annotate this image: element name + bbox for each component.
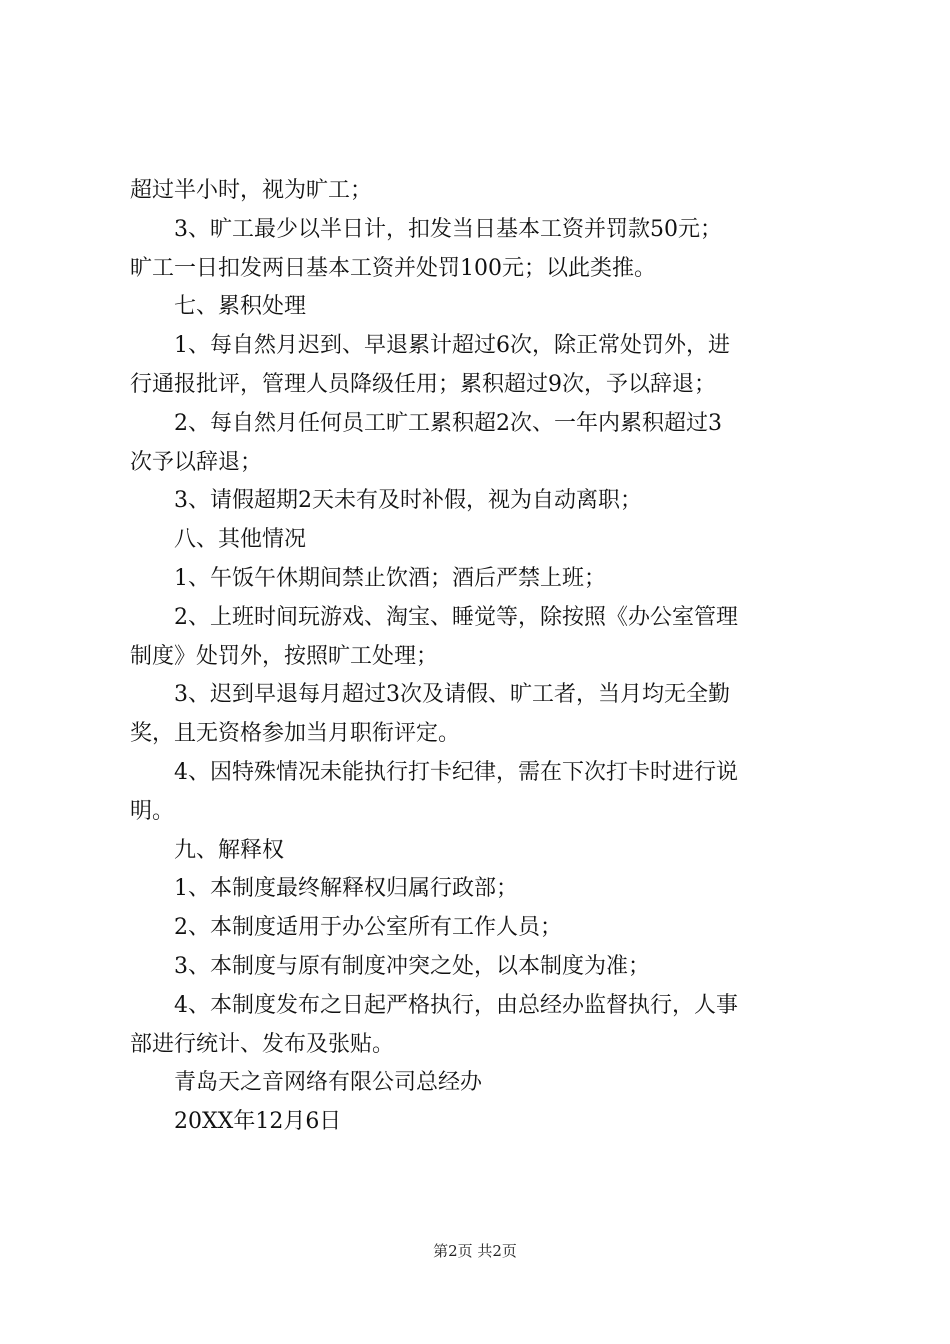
- text-line: 次予以辞退；: [130, 449, 263, 475]
- text-line: 20XX年12月6日: [174, 1109, 342, 1135]
- text-line: 3、请假超期2天未有及时补假，视为自动离职；: [174, 488, 642, 514]
- text-line: 4、因特殊情况未能执行打卡纪律，需在下次打卡时进行说: [174, 759, 738, 785]
- text-line: 青岛天之音网络有限公司总经办: [174, 1070, 483, 1096]
- text-line: 制度》处罚外，按照旷工处理；: [130, 643, 439, 669]
- text-line: 1、本制度最终解释权归属行政部；: [174, 876, 518, 902]
- text-line: 3、迟到早退每月超过3次及请假、旷工者，当月均无全勤: [174, 682, 730, 708]
- text-line: 3、旷工最少以半日计，扣发当日基本工资并罚款50元；: [174, 216, 722, 242]
- document-body: [130, 172, 830, 1142]
- text-line: 2、每自然月任何员工旷工累积超2次、一年内累积超过3: [174, 410, 722, 436]
- text-line: 八、其他情况: [174, 527, 307, 553]
- text-line: 七、累积处理: [174, 294, 307, 320]
- text-line: 1、午饭午休期间禁止饮酒；酒后严禁上班；: [174, 565, 606, 591]
- text-line: 部进行统计、发布及张贴。: [130, 1031, 395, 1057]
- text-line: 3、本制度与原有制度冲突之处，以本制度为准；: [174, 953, 650, 979]
- text-line: 九、解释权: [174, 837, 285, 863]
- text-line: 1、每自然月迟到、早退累计超过6次，除正常处罚外，进: [174, 333, 730, 359]
- text-line: 行通报批评，管理人员降级任用；累积超过9次，予以辞退；: [130, 371, 716, 397]
- text-line: 2、本制度适用于办公室所有工作人员；: [174, 915, 562, 941]
- text-line: 旷工一日扣发两日基本工资并处罚100元；以此类推。: [130, 255, 656, 281]
- page-footer: 第2页 共2页: [433, 1242, 517, 1260]
- text-line: 奖，且无资格参加当月职衔评定。: [130, 721, 461, 747]
- text-line: 超过半小时，视为旷工；: [130, 178, 373, 203]
- text-line: 4、本制度发布之日起严格执行，由总经办监督执行，人事: [174, 992, 738, 1018]
- text-line: 2、上班时间玩游戏、淘宝、睡觉等，除按照《办公室管理: [174, 604, 738, 630]
- text-line: 明。: [130, 798, 175, 824]
